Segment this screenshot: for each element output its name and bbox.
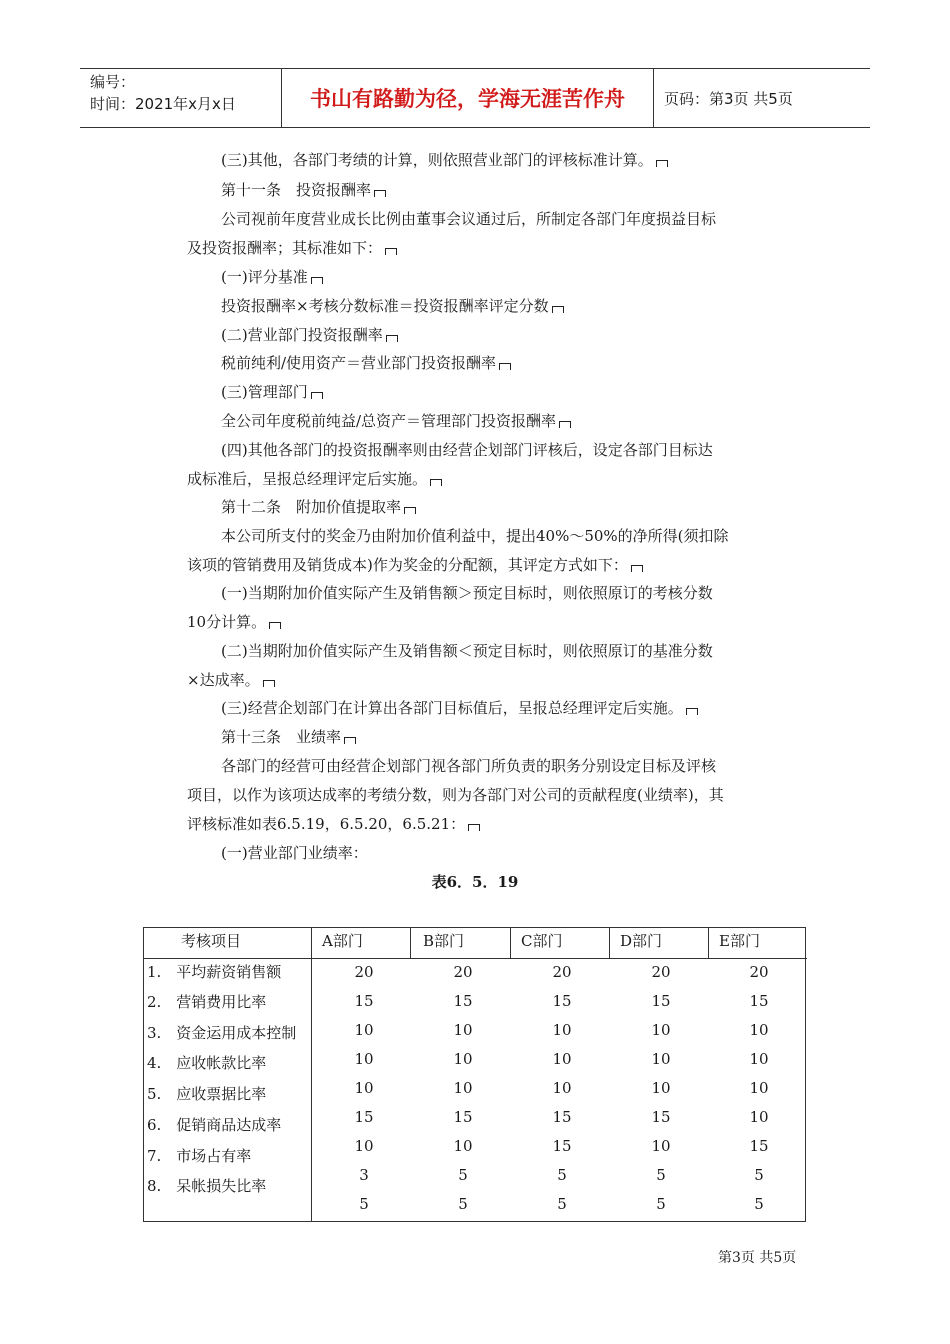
table-item-label: 6. 促销商品达成率: [147, 1116, 282, 1134]
table-column-divider: [609, 928, 610, 958]
table-cell: 15: [749, 1137, 769, 1155]
body-line: 评核标准如表6.5.19，6.5.20，6.5.21：: [187, 814, 480, 834]
table-caption: 表6．5．19: [431, 873, 519, 891]
table-cell: 10: [552, 1050, 572, 1068]
body-line: (三)其他，各部门考绩的计算，则依照营业部门的评核标准计算。: [221, 150, 668, 170]
table-cell: 10: [552, 1079, 572, 1097]
body-line: (一)当期附加价值实际产生及销售额＞预定目标时，则依照原订的考核分数: [221, 584, 713, 602]
table-cell: 15: [453, 1108, 473, 1126]
table-cell: 10: [651, 1050, 671, 1068]
body-line: 成标准后，呈报总经理评定后实施。: [187, 469, 442, 489]
table-cell: 15: [651, 1108, 671, 1126]
table-cell: 10: [354, 1079, 374, 1097]
table-column-divider: [708, 928, 709, 958]
table-cell: 15: [552, 1137, 572, 1155]
table-header-cell: D部门: [620, 932, 663, 950]
table-cell: 10: [651, 1021, 671, 1039]
body-line: 各部门的经营可由经营企划部门视各部门所负责的职务分别设定目标及评核: [221, 757, 717, 775]
body-line: 投资报酬率×考核分数标准＝投资报酬率评定分数: [221, 296, 564, 316]
body-line: (四)其他各部门的投资报酬率则由经营企划部门评核后，设定各部门目标达: [221, 441, 713, 459]
header-meta: [80, 69, 282, 127]
table-cell: 5: [557, 1195, 567, 1213]
table-cell: 10: [749, 1108, 769, 1126]
date-label: 时间：2021年x月x日: [90, 95, 236, 113]
header-page-label: 页码：第3页 共5页: [664, 89, 793, 108]
table-cell: 5: [656, 1166, 666, 1184]
table-cell: 15: [749, 992, 769, 1010]
header-motto: 书山有路勤为径，学海无涯苦作舟: [282, 69, 654, 127]
table-cell: 10: [354, 1137, 374, 1155]
table-cell: 20: [552, 963, 572, 981]
table-cell: 5: [656, 1195, 666, 1213]
table-item-label: 3. 资金运用成本控制: [147, 1024, 297, 1042]
table-cell: 15: [453, 992, 473, 1010]
body-line: 公司视前年度营业成长比例由董事会议通过后，所制定各部门年度损益目标: [221, 210, 717, 228]
paragraph-mark-icon: [656, 160, 668, 167]
table-cell: 20: [354, 963, 374, 981]
score-table: [143, 927, 806, 1222]
table-cell: 10: [651, 1079, 671, 1097]
body-line: 及投资报酬率；其标准如下：: [187, 238, 397, 258]
paragraph-mark-icon: [631, 565, 643, 572]
table-header-cell: B部门: [423, 932, 465, 950]
table-cell: 10: [354, 1021, 374, 1039]
table-header-cell: A部门: [322, 932, 363, 950]
paragraph-mark-icon: [404, 507, 416, 514]
article-heading: 第十一条 投资报酬率: [221, 180, 386, 200]
table-cell: 10: [651, 1137, 671, 1155]
paragraph-mark-icon: [559, 421, 571, 428]
table-cell: 15: [651, 992, 671, 1010]
table-header-divider: [144, 958, 807, 959]
table-cell: 3: [359, 1166, 369, 1184]
paragraph-mark-icon: [430, 479, 442, 486]
article-heading: 第十三条 业绩率: [221, 727, 356, 747]
body-line: 税前纯利/使用资产＝营业部门投资报酬率: [221, 353, 511, 373]
table-column-divider: [410, 928, 411, 958]
table-cell: 10: [453, 1079, 473, 1097]
body-line: (三)管理部门: [221, 382, 323, 402]
table-cell: 10: [749, 1079, 769, 1097]
page-footer: 第3页 共5页: [718, 1250, 797, 1266]
body-line: (二)营业部门投资报酬率: [221, 325, 398, 345]
table-cell: 20: [651, 963, 671, 981]
table-item-label: 8. 呆帐损失比率: [147, 1177, 267, 1195]
paragraph-mark-icon: [386, 335, 398, 342]
table-cell: 15: [552, 1108, 572, 1126]
table-cell: 10: [453, 1050, 473, 1068]
paragraph-mark-icon: [468, 824, 480, 831]
table-cell: 20: [749, 963, 769, 981]
table-cell: 15: [354, 1108, 374, 1126]
body-line: 全公司年度税前纯益/总资产＝管理部门投资报酬率: [221, 411, 571, 431]
body-line: 10分计算。: [187, 612, 281, 632]
paragraph-mark-icon: [311, 277, 323, 284]
table-item-label: 1. 平均薪资销售额: [147, 963, 282, 981]
table-cell: 5: [754, 1166, 764, 1184]
body-line: 该项的管销费用及销货成本)作为奖金的分配额，其评定方式如下：: [187, 555, 643, 575]
table-item-label: 4. 应收帐款比率: [147, 1054, 267, 1072]
table-cell: 15: [354, 992, 374, 1010]
table-column-divider: [510, 928, 511, 958]
body-line: (一)营业部门业绩率：: [221, 844, 368, 862]
table-cell: 5: [458, 1166, 468, 1184]
body-line: (二)当期附加价值实际产生及销售额＜预定目标时，则依照原订的基准分数: [221, 642, 713, 660]
article-heading: 第十二条 附加价值提取率: [221, 497, 416, 517]
table-cell: 5: [359, 1195, 369, 1213]
paragraph-mark-icon: [269, 622, 281, 629]
table-cell: 20: [453, 963, 473, 981]
body-line: (三)经营企划部门在计算出各部门目标值后，呈报总经理评定后实施。: [221, 698, 698, 718]
table-item-label: 5. 应收票据比率: [147, 1085, 267, 1103]
table-cell: 10: [552, 1021, 572, 1039]
table-header-cell: 考核项目: [181, 932, 242, 950]
table-cell: 10: [749, 1050, 769, 1068]
body-line: 本公司所支付的奖金乃由附加价值利益中，提出40%～50%的净所得(须扣除: [221, 527, 729, 545]
table-cell: 5: [754, 1195, 764, 1213]
paragraph-mark-icon: [385, 248, 397, 255]
table-item-label: 2. 营销费用比率: [147, 993, 267, 1011]
paragraph-mark-icon: [374, 190, 386, 197]
paragraph-mark-icon: [344, 737, 356, 744]
table-cell: 10: [749, 1021, 769, 1039]
number-label: 编号：: [90, 73, 136, 91]
table-item-label: 7. 市场占有率: [147, 1147, 252, 1165]
table-cell: 10: [453, 1021, 473, 1039]
table-column-divider: [311, 928, 312, 1221]
paragraph-mark-icon: [552, 306, 564, 313]
table-cell: 15: [552, 992, 572, 1010]
body-line: 项目，以作为该项达成率的考绩分数，则为各部门对公司的贡献程度(业绩率)，其: [187, 786, 724, 804]
page-header: [80, 68, 870, 128]
table-cell: 10: [354, 1050, 374, 1068]
paragraph-mark-icon: [686, 708, 698, 715]
table-cell: 5: [458, 1195, 468, 1213]
table-cell: 5: [557, 1166, 567, 1184]
table-cell: 10: [453, 1137, 473, 1155]
body-line: (一)评分基准: [221, 267, 323, 287]
paragraph-mark-icon: [499, 363, 511, 370]
paragraph-mark-icon: [311, 392, 323, 399]
body-line: ×达成率。: [187, 670, 275, 690]
paragraph-mark-icon: [263, 680, 275, 687]
table-header-cell: E部门: [719, 932, 760, 950]
table-header-cell: C部门: [521, 932, 563, 950]
